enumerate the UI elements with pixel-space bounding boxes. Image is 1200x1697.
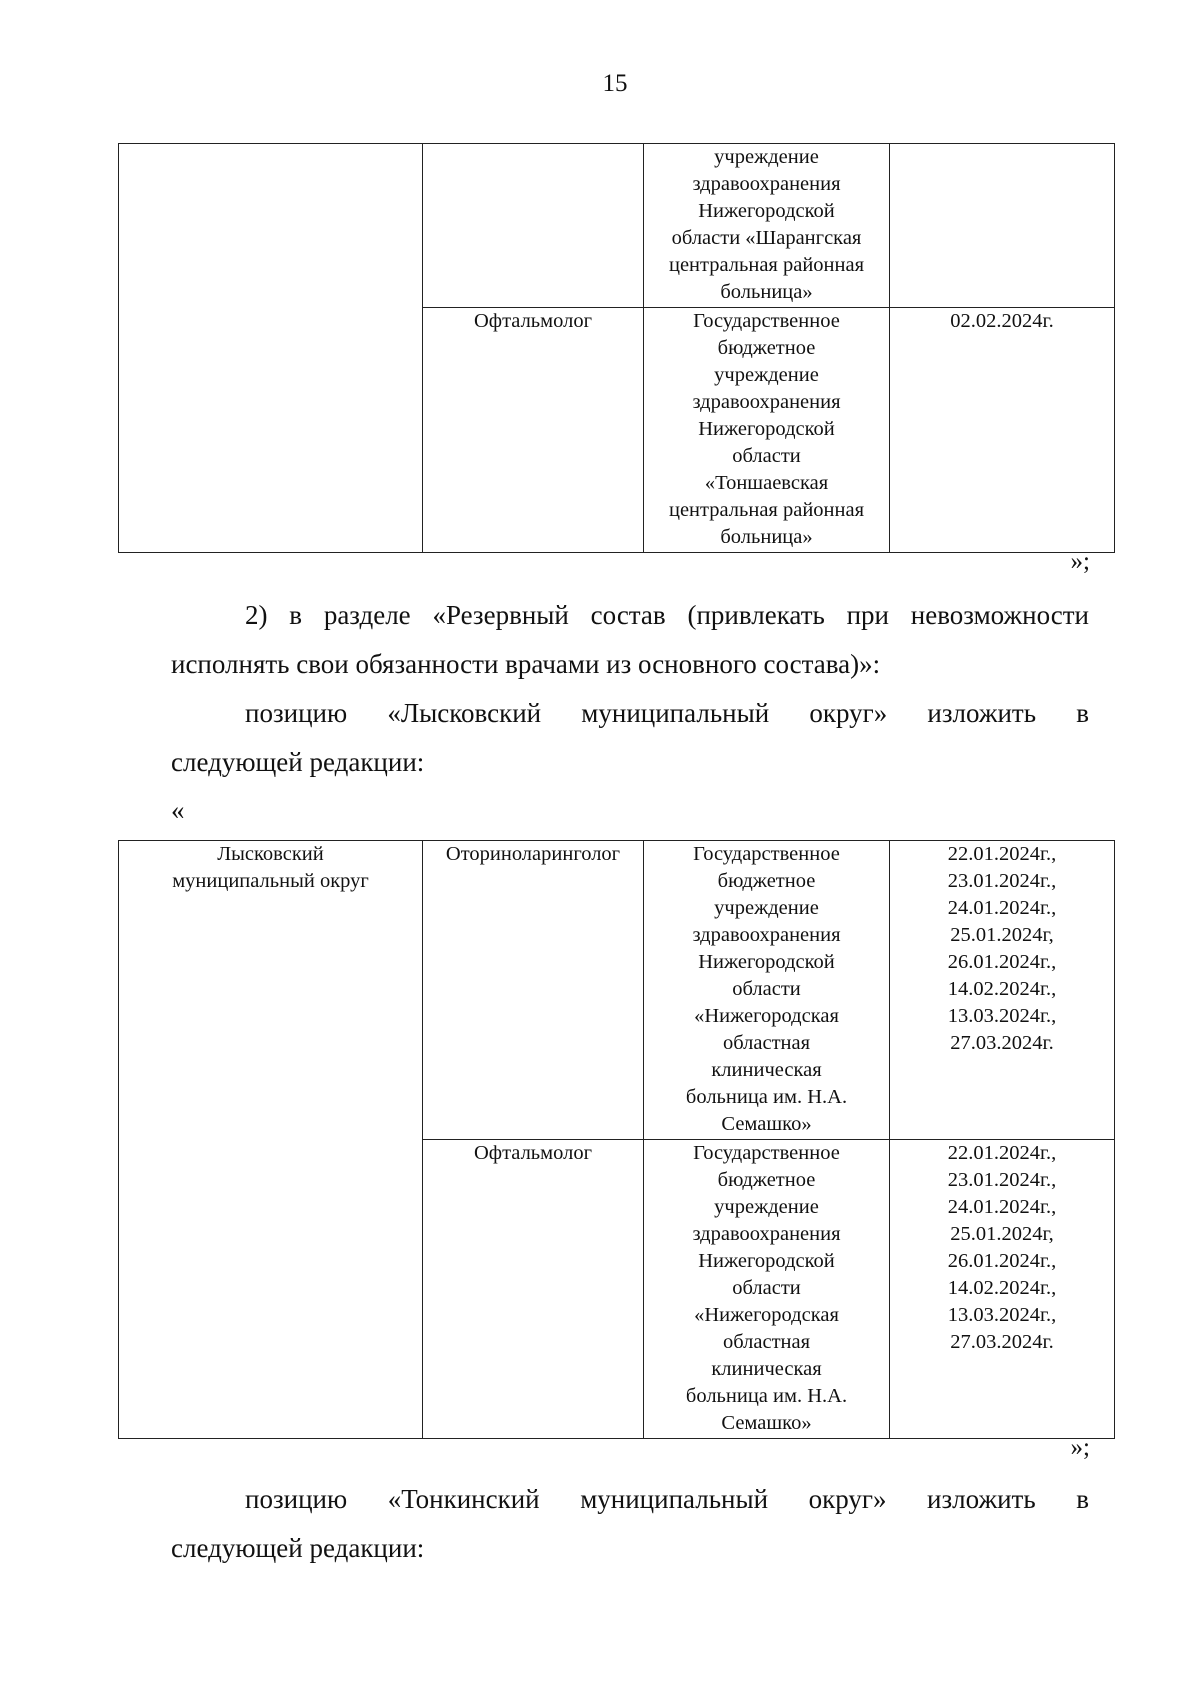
- institution-cell: Государственное бюджетное учреждение здравоохранения Нижегородской области «Тоншаевская центральная районная больница»: [644, 308, 890, 553]
- paragraph-reserve-section: [171, 591, 1089, 689]
- specialist-cell: Офтальмолог: [423, 1140, 644, 1439]
- specialist-cell: Оториноларинголог: [423, 841, 644, 1140]
- institution-cell: учреждение здравоохранения Нижегородской области «Шарангская центральная районная больница»: [644, 144, 890, 308]
- schedule-table-continuation: [118, 143, 1115, 553]
- specialist-cell: Офтальмолог: [423, 308, 644, 553]
- institution-cell: Государственное бюджетное учреждение здравоохранения Нижегородской области «Нижегородская областная клиническая больница им. Н.А. Семашко»: [644, 841, 890, 1140]
- paragraph-text: позицию «Лысковский муниципальный округ» изложить в: [245, 698, 1089, 728]
- paragraph-text: 2) в разделе «Резервный состав (привлекать при невозможности: [245, 600, 1089, 630]
- paragraph-text: следующей редакции:: [171, 747, 425, 777]
- paragraph-lyskovsky-position: [171, 689, 1089, 787]
- paragraph-text: следующей редакции:: [171, 1533, 425, 1563]
- table-row: [119, 144, 1115, 308]
- opening-quote: «: [171, 795, 185, 825]
- closing-quote: »;: [1070, 548, 1090, 575]
- page-number: 15: [602, 70, 628, 97]
- institution-cell: Государственное бюджетное учреждение здравоохранения Нижегородской области «Нижегородская областная клиническая больница им. Н.А. Семашко»: [644, 1140, 890, 1439]
- district-cell: [119, 144, 423, 553]
- schedule-table-lyskovsky: [118, 840, 1115, 1439]
- dates-cell: 22.01.2024г., 23.01.2024г., 24.01.2024г., 25.01.2024г, 26.01.2024г., 14.02.2024г., 13.03.2024г., 27.03.2024г.: [890, 1140, 1115, 1439]
- paragraph-tonkinsky-position: [171, 1475, 1089, 1573]
- table-row: [119, 841, 1115, 1140]
- closing-quote: »;: [1070, 1434, 1090, 1461]
- dates-cell: 22.01.2024г., 23.01.2024г., 24.01.2024г., 25.01.2024г, 26.01.2024г., 14.02.2024г., 13.03.2024г., 27.03.2024г.: [890, 841, 1115, 1140]
- paragraph-text: позицию «Тонкинский муниципальный округ» изложить в: [245, 1484, 1089, 1514]
- dates-cell: 02.02.2024г.: [890, 308, 1115, 553]
- specialist-cell: [423, 144, 644, 308]
- paragraph-text: исполнять свои обязанности врачами из основного состава)»:: [171, 649, 881, 679]
- dates-cell: [890, 144, 1115, 308]
- district-cell: Лысковский муниципальный округ: [119, 841, 423, 1439]
